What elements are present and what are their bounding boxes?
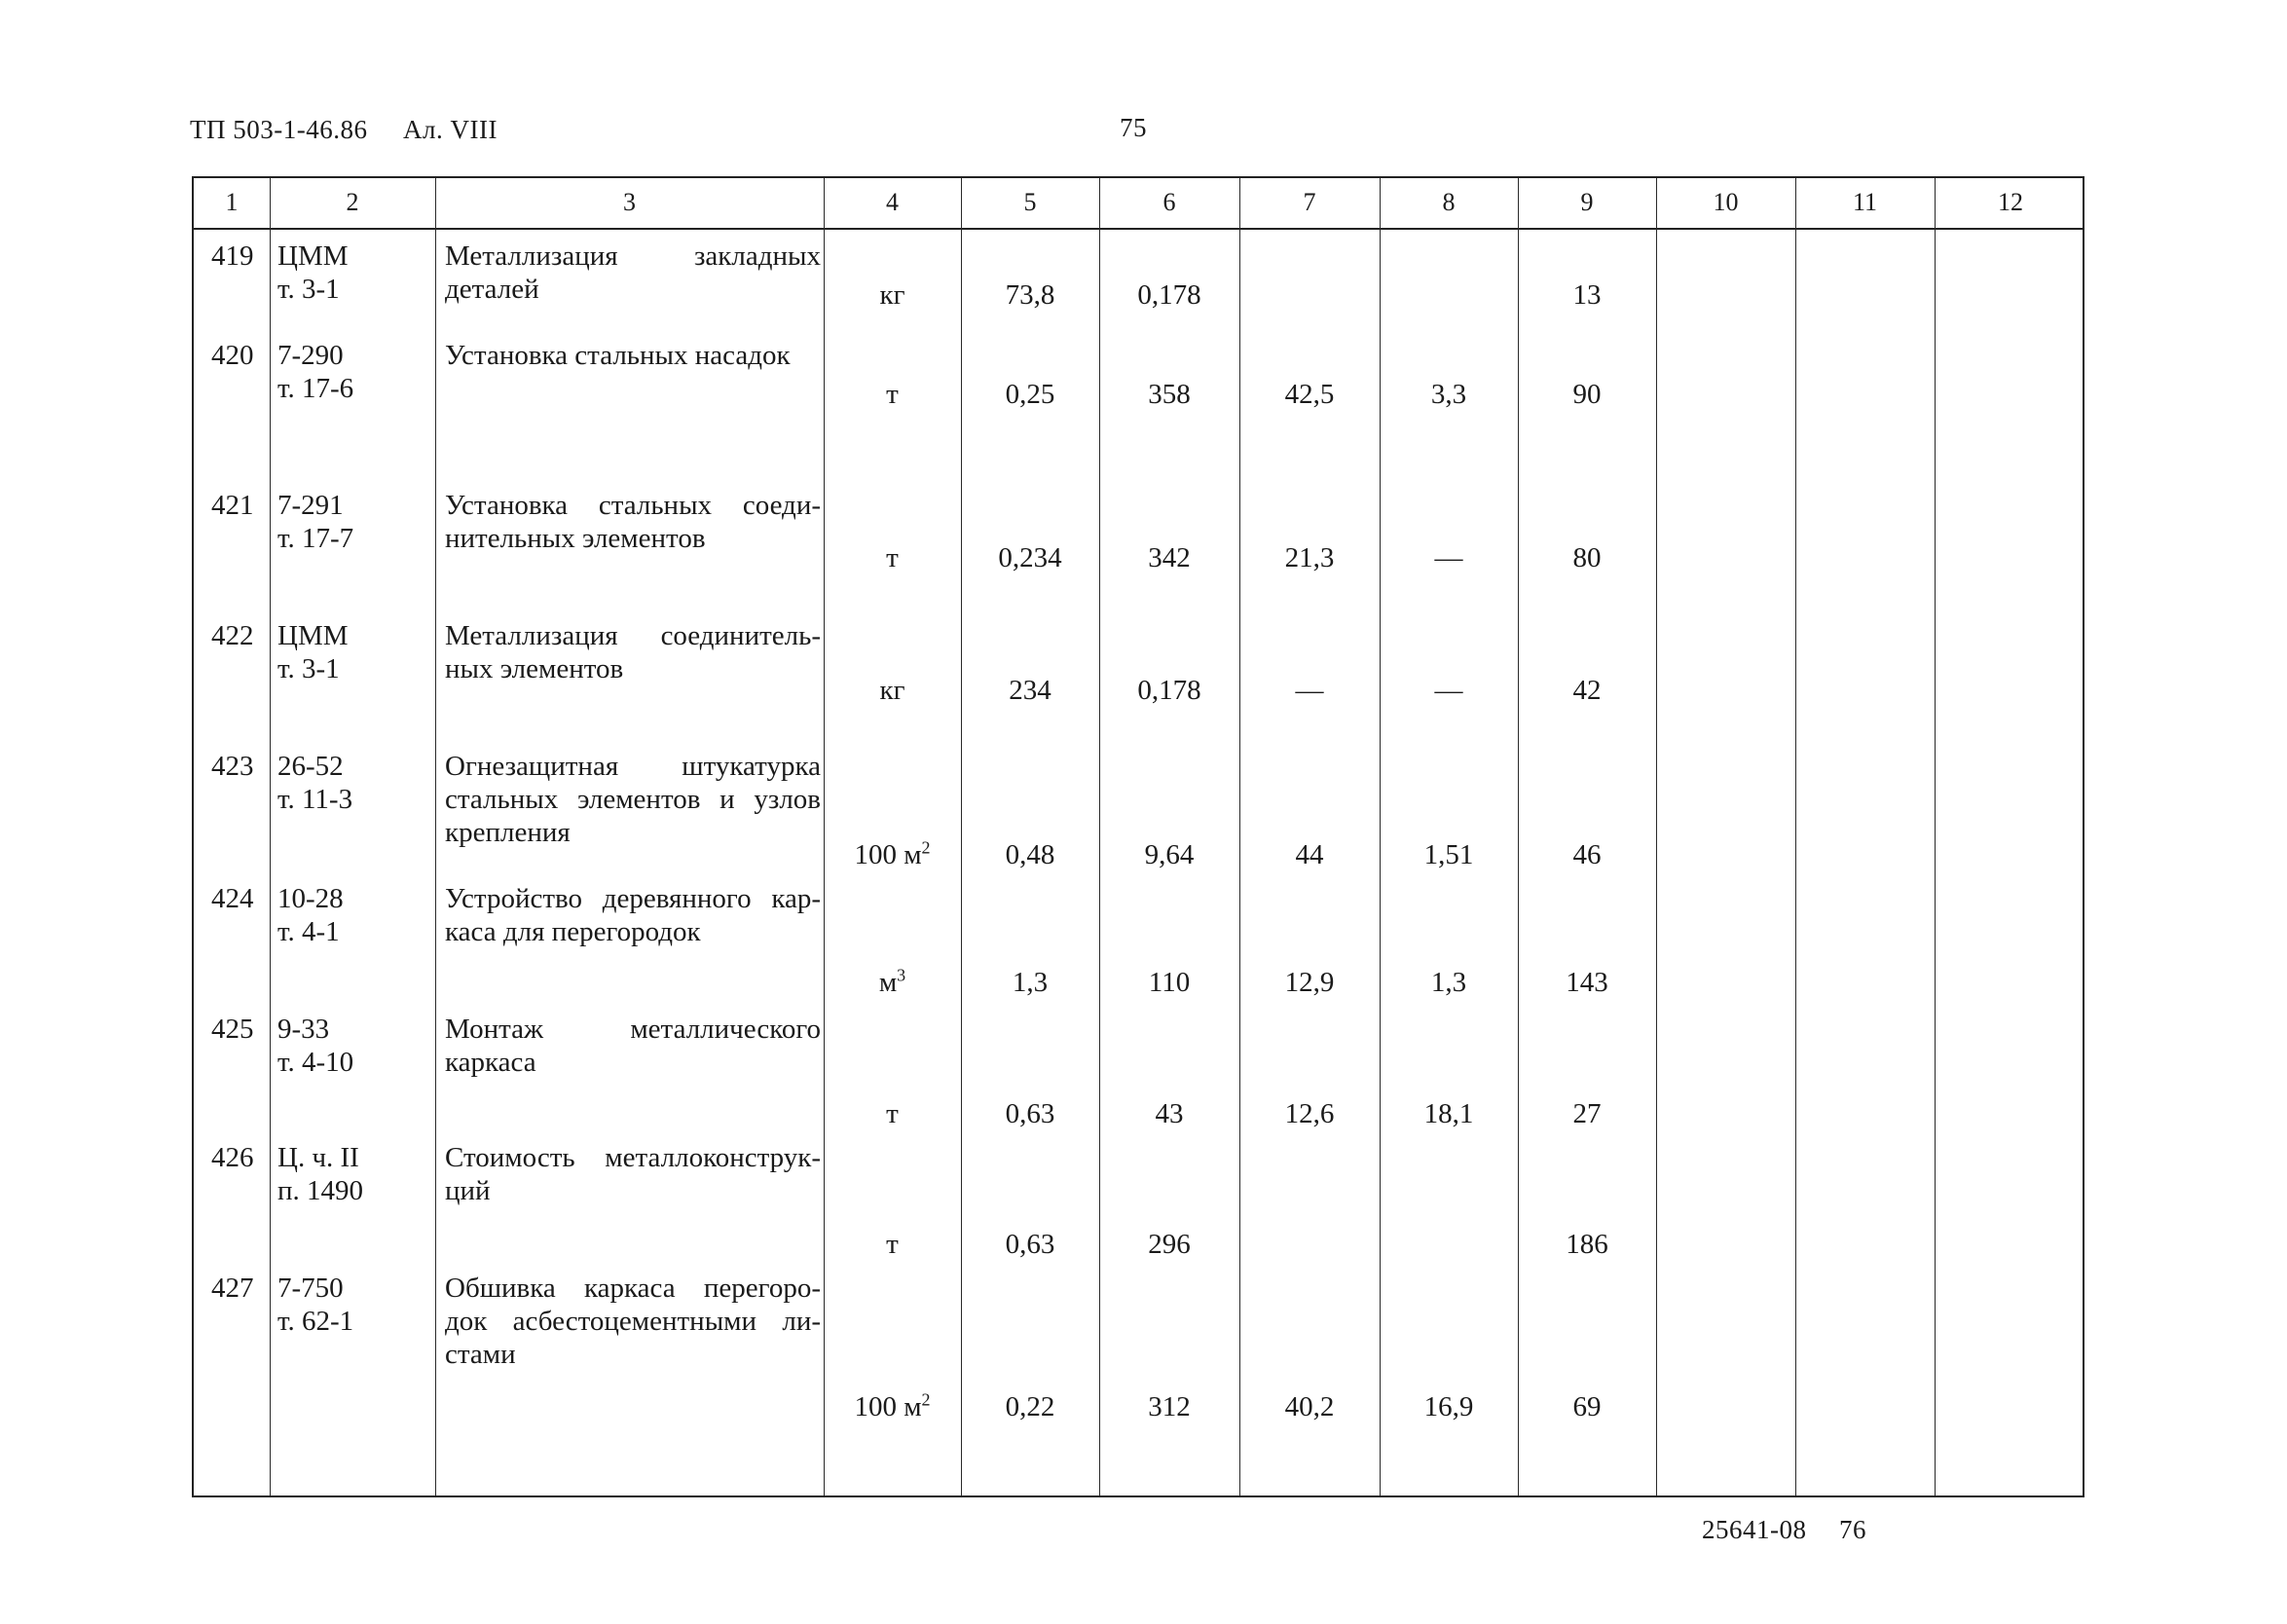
work-description: Обшивка каркаса перегоро-	[445, 1273, 821, 1304]
column-divider	[961, 178, 962, 1495]
value-col-8: 18,1	[1423, 1098, 1474, 1129]
unit-text: кг	[879, 675, 905, 706]
value-col-8: 1,51	[1423, 839, 1474, 870]
value-col-9: 186	[1566, 1229, 1608, 1260]
work-description: док асбестоцементными ли-	[445, 1306, 821, 1337]
value-col-7: —	[1295, 675, 1324, 706]
row-number: 423	[211, 751, 254, 782]
column-divider	[1518, 178, 1519, 1495]
column-header: 11	[1852, 188, 1878, 216]
unit-of-measure	[886, 541, 899, 574]
value-col-5: 0,63	[1005, 1229, 1055, 1260]
norm-table-ref: т. 3-1	[277, 274, 340, 305]
column-divider	[1380, 178, 1381, 1495]
value-col-9: 13	[1572, 279, 1602, 311]
value-col-9: 46	[1572, 839, 1602, 870]
norm-code: ЦММ	[277, 620, 349, 651]
column-header: 5	[1023, 188, 1037, 216]
unit-text: т	[886, 1229, 899, 1260]
unit-of-measure	[886, 1097, 899, 1130]
norm-table-ref: т. 3-1	[277, 653, 340, 684]
column-header: 4	[886, 188, 899, 216]
unit-of-measure	[880, 278, 905, 312]
unit-of-measure	[879, 966, 905, 999]
footer-doc-number: 25641-08	[1702, 1515, 1807, 1544]
norm-table-ref: т. 62-1	[277, 1306, 354, 1337]
document-code: ТП 503-1-46.86	[190, 115, 368, 144]
value-col-7: 12,6	[1284, 1098, 1335, 1129]
norm-code: ЦММ	[277, 240, 349, 272]
norm-table-ref: т. 17-6	[277, 373, 354, 404]
work-description: Стоимость металлоконструк-	[445, 1142, 821, 1173]
work-description: ций	[445, 1175, 491, 1206]
column-header: 1	[225, 188, 239, 216]
column-divider	[270, 178, 271, 1495]
value-col-9: 27	[1572, 1098, 1602, 1129]
value-col-6: 43	[1155, 1098, 1184, 1129]
norm-code: 7-290	[277, 340, 344, 371]
unit-exponent: 3	[897, 965, 906, 985]
work-description: Установка стальных соеди-	[445, 490, 821, 521]
unit-of-measure	[854, 1390, 930, 1423]
value-col-5: 73,8	[1005, 279, 1055, 311]
row-number: 420	[211, 340, 254, 371]
row-number: 421	[211, 490, 254, 521]
norm-table-ref: т. 11-3	[277, 784, 353, 815]
row-number: 426	[211, 1142, 254, 1173]
work-description: Металлизация соединитель-	[445, 620, 821, 651]
value-col-5: 0,63	[1005, 1098, 1055, 1129]
column-divider	[1935, 178, 1936, 1495]
unit-exponent: 2	[921, 1389, 931, 1410]
unit-text: кг	[879, 279, 905, 311]
unit-of-measure	[854, 838, 930, 871]
norm-table-ref: т. 4-1	[277, 916, 340, 947]
row-number: 419	[211, 240, 254, 272]
norm-table-ref: п. 1490	[277, 1175, 364, 1206]
column-divider	[1239, 178, 1240, 1495]
unit-text: т	[886, 1098, 899, 1129]
column-header: 3	[623, 188, 636, 216]
work-description: Установка стальных насадок	[445, 340, 791, 371]
unit-of-measure	[880, 674, 905, 707]
norm-code: Ц. ч. II	[277, 1142, 359, 1173]
unit-text: 100 м	[854, 1391, 922, 1422]
column-header: 2	[346, 188, 359, 216]
work-description: стальных элементов и узлов	[445, 784, 821, 815]
album-number: Ал. VIII	[403, 115, 498, 144]
column-divider	[1795, 178, 1796, 1495]
value-col-7: 44	[1295, 839, 1324, 870]
column-divider	[824, 178, 825, 1495]
value-col-5: 0,22	[1005, 1391, 1055, 1422]
unit-text: т	[886, 379, 899, 410]
value-col-8: 1,3	[1430, 967, 1467, 998]
value-col-8: —	[1434, 542, 1463, 573]
value-col-7: 12,9	[1284, 967, 1335, 998]
value-col-8: 3,3	[1430, 379, 1467, 410]
value-col-7: 21,3	[1284, 542, 1335, 573]
value-col-5: 1,3	[1012, 967, 1049, 998]
value-col-9: 143	[1566, 967, 1608, 998]
row-number: 424	[211, 883, 254, 914]
value-col-8: 16,9	[1423, 1391, 1474, 1422]
norm-table-ref: т. 4-10	[277, 1047, 354, 1078]
estimate-table	[192, 176, 2084, 1497]
row-number: 422	[211, 620, 254, 651]
column-header: 6	[1162, 188, 1176, 216]
unit-of-measure	[886, 378, 899, 411]
column-divider	[435, 178, 436, 1495]
work-description: Устройство деревянного кар-	[445, 883, 821, 914]
work-description: стами	[445, 1339, 516, 1370]
norm-code: 10-28	[277, 883, 344, 914]
unit-text: 100 м	[854, 839, 922, 870]
value-col-6: 296	[1148, 1229, 1191, 1260]
value-col-6: 358	[1148, 379, 1191, 410]
work-description: Огнезащитная штукатурка	[445, 751, 821, 782]
unit-text: м	[878, 967, 898, 998]
value-col-5: 234	[1009, 675, 1051, 706]
norm-code: 9-33	[277, 1014, 330, 1045]
column-header: 8	[1442, 188, 1456, 216]
value-col-5: 0,234	[998, 542, 1062, 573]
column-header: 10	[1713, 188, 1739, 216]
value-col-6: 342	[1148, 542, 1191, 573]
norm-code: 26-52	[277, 751, 344, 782]
value-col-7: 40,2	[1284, 1391, 1335, 1422]
work-description: деталей	[445, 274, 539, 305]
row-number: 425	[211, 1014, 254, 1045]
unit-text: т	[886, 542, 899, 573]
unit-exponent: 2	[921, 837, 931, 858]
column-header: 9	[1580, 188, 1594, 216]
page-number: 75	[1120, 113, 1147, 142]
work-description: нительных элементов	[445, 523, 706, 554]
footer-page-number: 76	[1839, 1515, 1866, 1544]
value-col-5: 0,25	[1005, 379, 1055, 410]
value-col-6: 110	[1148, 967, 1191, 998]
column-divider	[1099, 178, 1100, 1495]
value-col-6: 9,64	[1144, 839, 1195, 870]
row-number: 427	[211, 1273, 254, 1304]
value-col-6: 0,178	[1137, 675, 1201, 706]
value-col-6: 312	[1148, 1391, 1191, 1422]
column-divider	[1656, 178, 1657, 1495]
value-col-9: 90	[1572, 379, 1602, 410]
work-description: ных элементов	[445, 653, 624, 684]
value-col-8: —	[1434, 675, 1463, 706]
value-col-9: 69	[1572, 1391, 1602, 1422]
work-description: каса для перегородок	[445, 916, 701, 947]
value-col-7: 42,5	[1284, 379, 1335, 410]
value-col-5: 0,48	[1005, 839, 1055, 870]
work-description: крепления	[445, 817, 571, 848]
unit-of-measure	[886, 1228, 899, 1261]
column-header: 7	[1303, 188, 1316, 216]
column-header: 12	[1998, 188, 2023, 216]
norm-code: 7-291	[277, 490, 344, 521]
norm-table-ref: т. 17-7	[277, 523, 354, 554]
value-col-9: 80	[1572, 542, 1602, 573]
norm-code: 7-750	[277, 1273, 344, 1304]
work-description: Металлизация закладных	[445, 240, 821, 272]
value-col-6: 0,178	[1137, 279, 1201, 311]
header-divider	[194, 228, 2083, 230]
work-description: каркаса	[445, 1047, 536, 1078]
value-col-9: 42	[1572, 675, 1602, 706]
work-description: Монтаж металлического	[445, 1014, 821, 1045]
